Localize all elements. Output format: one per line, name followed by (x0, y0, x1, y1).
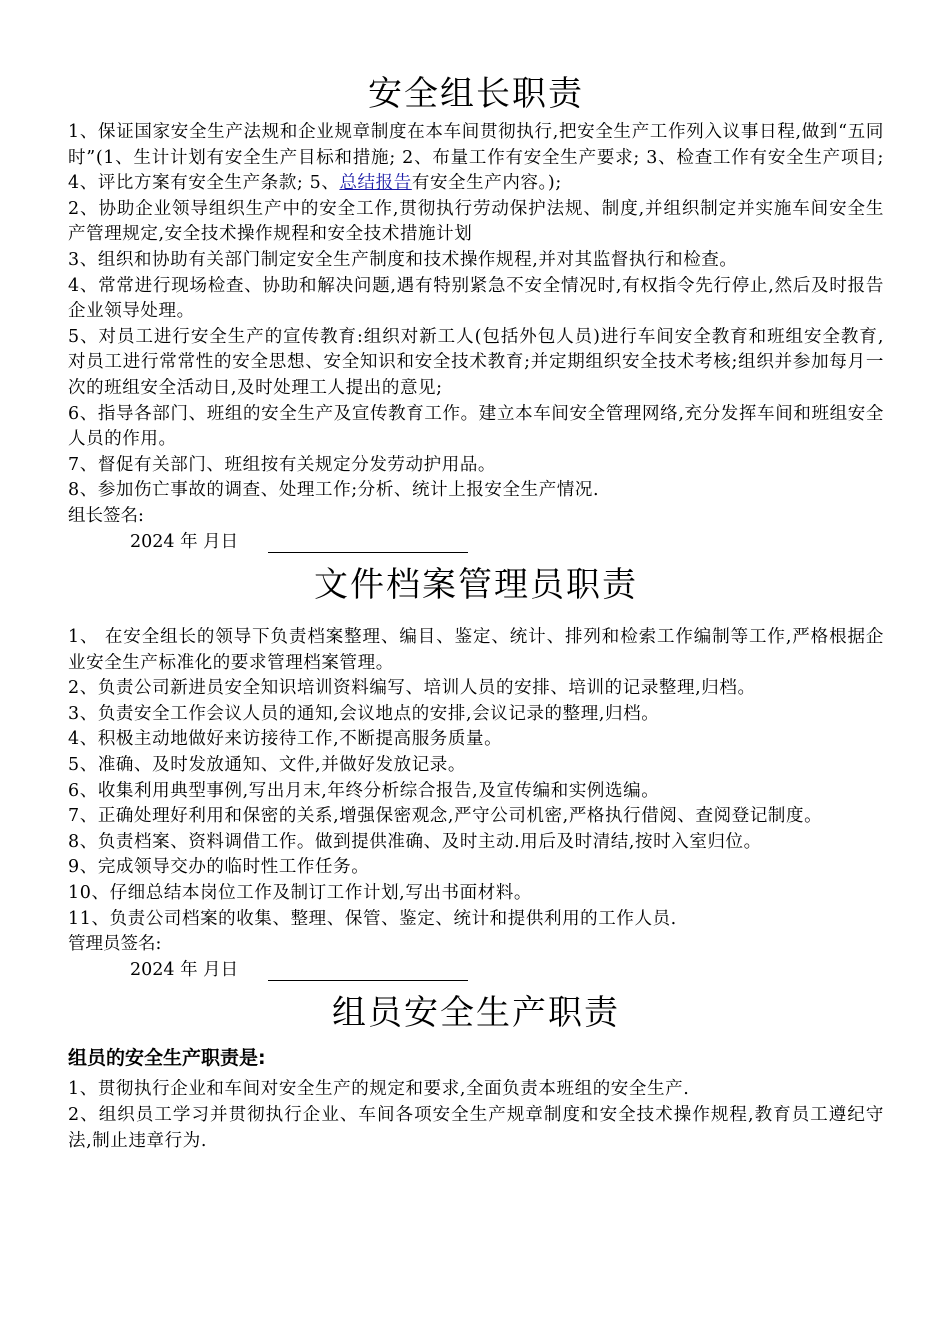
duty-item: 5、准确、及时发放通知、文件,并做好发放记录。 (68, 755, 466, 776)
manager-date-row (68, 958, 884, 984)
duty-item-text: 1、保证国家安全生产法规和企业规章制度在本车间贯彻执行,把安全生产工作列入议事日程,做到“五同时”(1、生计计划有安全生产目标和措施; 2、布量工作有安全生产要求; 3、检查工作有安全生产项目; 4、评比方案有安全生产条款; 5、 (68, 122, 884, 194)
section-title-archive-manager: 文件档案管理员职责 (314, 565, 638, 606)
manager-signature-label: 管理员签名: (68, 934, 162, 955)
duty-item: 4、积极主动地做好来访接待工作,不断提高服务质量。 (68, 729, 503, 750)
duty-item: 1、贯彻执行企业和车间对安全生产的规定和要求,全面负责本班组的安全生产. (68, 1079, 690, 1100)
duty-item: 9、完成领导交办的临时性工作任务。 (68, 857, 370, 878)
duty-item: 7、督促有关部门、班组按有关规定分发劳动护用品。 (68, 454, 497, 475)
duty-item: 8、参加伤亡事故的调查、处理工作;分析、统计上报安全生产情况. (68, 480, 600, 501)
duty-item: 2、组织员工学习并贯彻执行企业、车间各项安全生产规章制度和安全技术操作规程,教育员工遵纪守法,制止违章行为. (68, 1105, 884, 1151)
duty-item: 3、负责安全工作会议人员的通知,会议地点的安排,会议记录的整理,归档。 (68, 703, 660, 724)
document-page (68, 68, 884, 1154)
section-title-safety-leader: 安全组长职责 (368, 74, 584, 114)
leader-date-row (68, 530, 884, 556)
duty-item: 6、指导各部门、班组的安全生产及宣传教育工作。建立本车间安全管理网络,充分发挥车间和班组安全人员的作用。 (68, 403, 884, 450)
duty-item: 6、收集利用典型事例,写出月末,年终分析综合报告,及宣传编和实例选编。 (68, 780, 660, 801)
duty-item: 10、仔细总结本岗位工作及制订工作计划,写出书面材料。 (68, 883, 533, 904)
duty-item: 11、负责公司档案的收集、整理、保管、鉴定、统计和提供利用的工作人员. (68, 908, 677, 929)
duty-item: 5、对员工进行安全生产的宣传教育:组织对新工人(包括外包人员)进行车间安全教育和班组安全教育,对员工进行常常性的安全思想、安全知识和安全技术教育;并定期组织安全技术考核;组织并参加每月一次的班组安全活动日,及时处理工人提出的意见; (68, 326, 884, 398)
summary-report-link[interactable]: 总结报告 (339, 173, 412, 194)
leader-signature-label: 组长签名: (68, 505, 144, 526)
duty-item (68, 120, 884, 197)
duty-item-text: 有安全生产内容。); (411, 173, 562, 194)
duty-item: 1、 在安全组长的领导下负责档案整理、编目、鉴定、统计、排列和检索工作编制等工作,严格根据企业安全生产标准化的要求管理档案管理。 (68, 627, 884, 673)
member-duty-list (68, 1077, 884, 1154)
duty-item: 7、正确处理好利用和保密的关系,增强保密观念,严守公司机密,严格执行借阅、查阅登记制度。 (68, 806, 823, 827)
leader-signature-line[interactable] (268, 530, 468, 553)
duty-item: 8、负责档案、资料调借工作。做到提供准确、及时主动.用后及时清结,按时入室归位。 (68, 831, 762, 852)
duty-item: 2、负责公司新进员安全知识培训资料编写、培训人员的安排、培训的记录整理,归档。 (68, 678, 756, 699)
archive-duty-list (68, 625, 884, 932)
duty-item: 4、常常进行现场检查、协助和解决问题,遇有特别紧急不安全情况时,有权指令先行停止,然后及时报告企业领导处理。 (68, 275, 884, 322)
duty-item: 3、组织和协助有关部门制定安全生产制度和技术操作规程,并对其监督执行和检查。 (68, 249, 738, 270)
section-title-member-safety: 组员安全生产职责 (332, 993, 620, 1034)
leader-date-label: 2024 年 月日 (130, 531, 239, 552)
duty-item: 2、协助企业领导组织生产中的安全工作,贯彻执行劳动保护法规、制度,并组织制定并实施车间安全生产管理规定,安全技术操作规程和安全技术措施计划 (68, 198, 884, 245)
member-duty-intro: 组员的安全生产职责是: (68, 1047, 266, 1070)
manager-date-label: 2024 年 月日 (130, 959, 239, 980)
manager-signature-line[interactable] (268, 958, 468, 981)
